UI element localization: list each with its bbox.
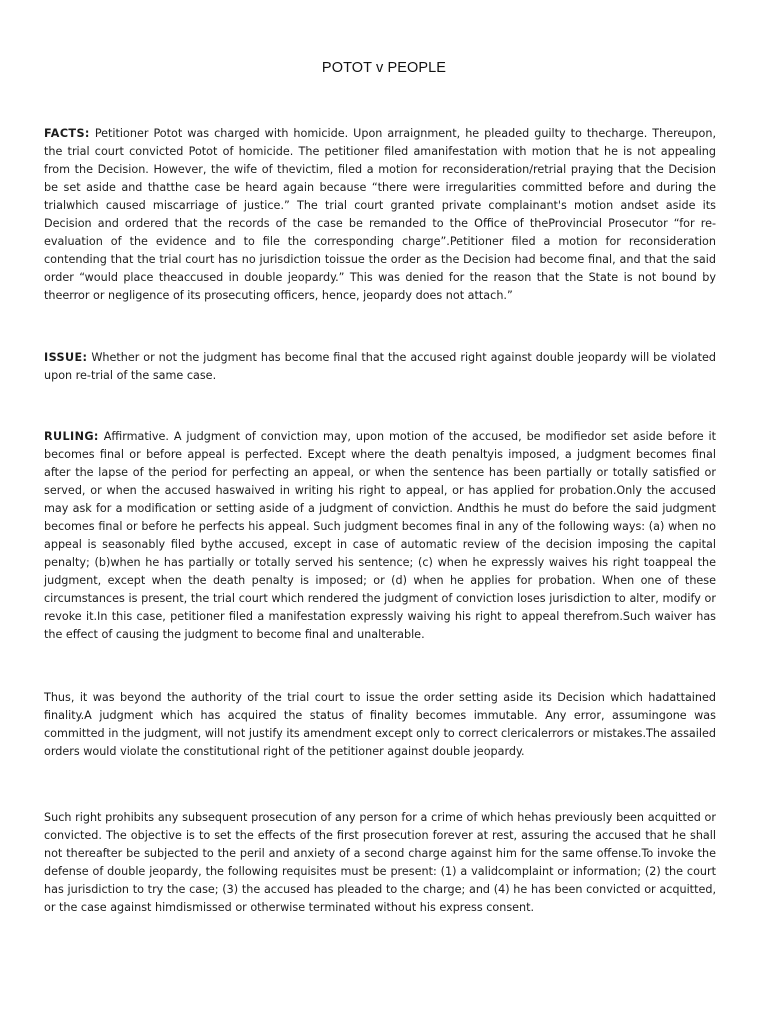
facts-text: Petitioner Potot was charged with homicide. Upon arraignment, he pleaded guilty to thecharge. Thereupon, the trial court convicted Potot of homicide. The petitioner filed amanifestation with motion that he is not appealing from the Decision. However, the wife of thevictim, filed a motion for reconsideration/retrial praying that the Decision be set aside and thatthe case be heard again because “there were irregularities committed before and during the trialwhich caused miscarriage of justice.” The trial court granted private complainant's motion andset aside its Decision and ordered that the records of the case be remanded to the Office of theProvincial Prosecutor “for re-evaluation of the evidence and to file the corresponding charge”.Petitioner filed a motion for reconsideration contending that the trial court has no jurisdiction toissue the order as the Decision had become final, and that the said order “would place theaccused in double jeopardy.” This was denied for the reason that the State is not bound by theerror or negligence of its prosecuting officers, hence, jeopardy does not attach.” — [44, 127, 716, 302]
double-jeopardy-paragraph — [44, 809, 716, 917]
ruling-text: Affirmative. A judgment of conviction may, upon motion of the accused, be modifiedor set aside before it becomes final or before appeal is perfected. Except where the death penaltyis imposed, a judgment becomes final after the lapse of the period for perfecting an appeal, or when the sentence has been partially or totally satisfied or served, or when the accused haswaived in writing his right to appeal, or has applied for probation.Only the accused may ask for a modification or setting aside of a judgment of conviction. Andthis he must do before the said judgment becomes final or before he perfects his appeal. Such judgment becomes final in any of the following ways: (a) when no appeal is seasonably filed bythe accused, except in case of automatic review of the decision imposing the capital penalty; (b)when he has partially or totally served his sentence; (c) when he expressly waives his right toappeal the judgment, except when the death penalty is imposed; or (d) when he applies for probation. When one of these circumstances is present, the trial court which rendered the judgment of conviction loses jurisdiction to alter, modify or revoke it.In this case, petitioner filed a manifestation expressly waiving his right to appeal therefrom.Such waiver has the effect of causing the judgment to become final and unalterable. — [44, 430, 716, 641]
thus-paragraph — [44, 689, 716, 761]
ruling-paragraph — [44, 428, 716, 644]
issue-text: Whether or not the judgment has become final that the accused right against double jeopardy will be violated upon re-trial of the same case. — [44, 351, 716, 382]
issue-paragraph — [44, 349, 716, 385]
page-title: POTOT v PEOPLE — [321, 60, 447, 76]
issue-label: ISSUE: — [44, 351, 88, 364]
facts-paragraph — [44, 125, 716, 305]
facts-label: FACTS: — [44, 127, 90, 140]
ruling-label: RULING: — [44, 430, 99, 443]
thus-text: Thus, it was beyond the authority of the trial court to issue the order setting aside its Decision which hadattained finality.A judgment which has acquired the status of finality becomes immutable. Any error, assumingone was committed in the judgment, will not justify its amendment except only to correct clericalerrors or mistakes.The assailed orders would violate the constitutional right of the petitioner against double jeopardy. — [44, 691, 716, 758]
double-jeopardy-text: Such right prohibits any subsequent prosecution of any person for a crime of which hehas previously been acquitted or convicted. The objective is to set the effects of the first prosecution forever at rest, assuring the accused that he shall not thereafter be subjected to the peril and anxiety of a second charge against him for the same offense.To invoke the defense of double jeopardy, the following requisites must be present: (1) a validcomplaint or information; (2) the court has jurisdiction to try the case; (3) the accused has pleaded to the charge; and (4) he has been convicted or acquitted, or the case against himdismissed or otherwise terminated without his express consent. — [44, 811, 716, 914]
